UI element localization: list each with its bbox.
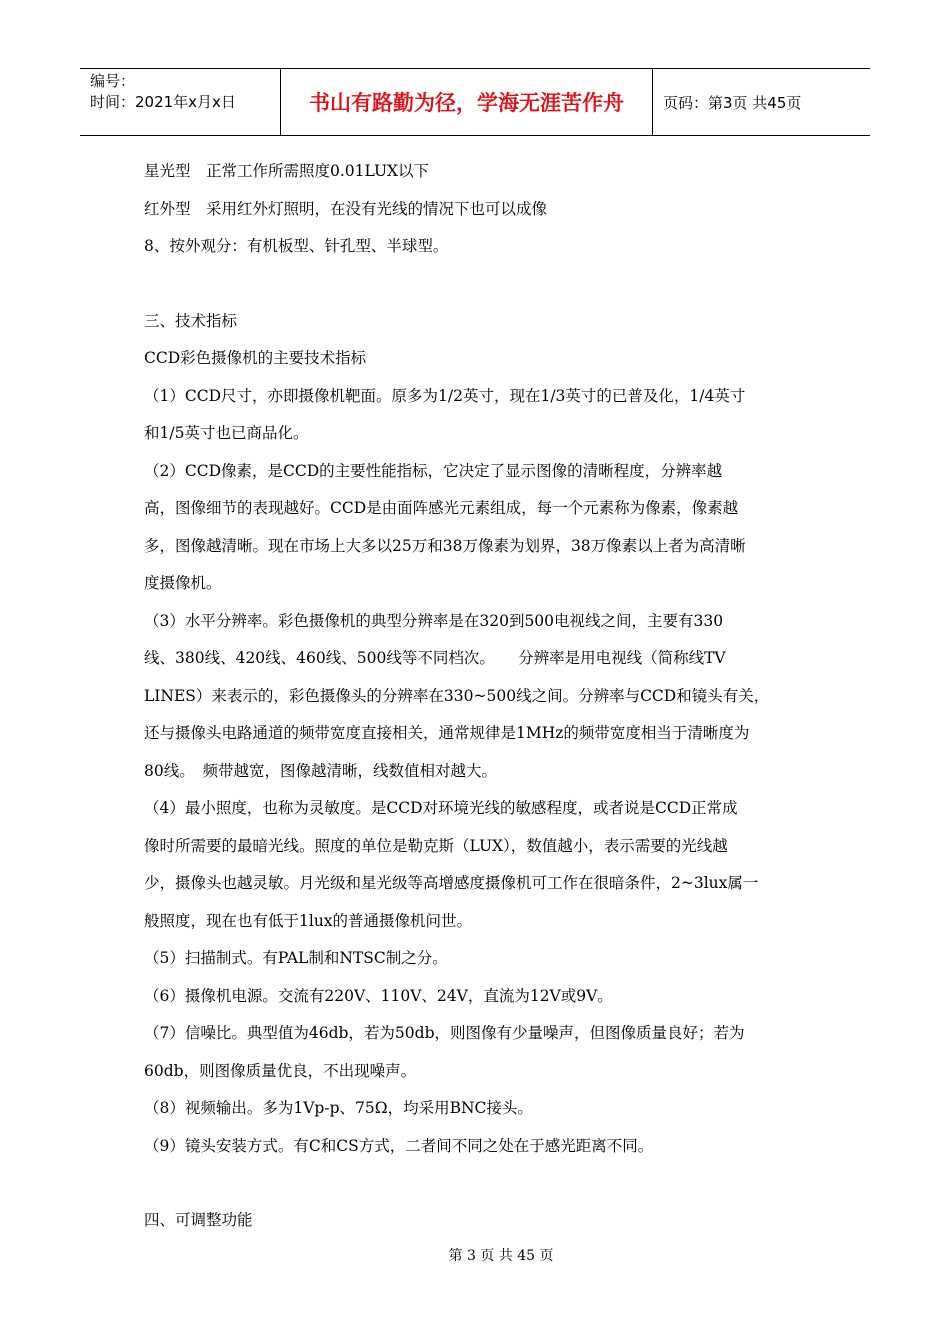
paragraph-line: 星光型 正常工作所需照度0.01LUX以下	[144, 162, 430, 180]
paragraph-line: 和1/5英寸也已商品化。	[144, 424, 309, 442]
paragraph-line: （1）CCD尺寸，亦即摄像机靶面。原多为1/2英寸，现在1/3英寸的已普及化，1/4英寸	[144, 386, 746, 405]
paragraph-line: LINES）来表示的，彩色摄像头的分辨率在330~500线之间。分辨率与CCD和镜头有关，	[144, 686, 770, 705]
paragraph-line: 三、技术指标	[144, 311, 238, 330]
paragraph-line: 80线。 频带越宽，图像越清晰，线数值相对越大。	[144, 761, 497, 780]
blank-line	[144, 266, 804, 303]
paragraph-line: （9）镜头安装方式。有C和CS方式，二者间不同之处在于感光距离不同。	[144, 1136, 654, 1155]
paragraph-line: （2）CCD像素，是CCD的主要性能指标，它决定了显示图像的清晰程度，分辨率越	[144, 461, 723, 480]
document-body	[144, 153, 804, 1240]
paragraph-line: 8、按外观分：有机板型、针孔型、半球型。	[144, 237, 449, 255]
paragraph-line: （3）水平分辨率。彩色摄像机的典型分辨率是在320到500电视线之间，主要有330	[144, 611, 724, 630]
paragraph-line: 还与摄像头电路通道的频带宽度直接相关，通常规律是1MHz的频带宽度相当于清晰度为	[144, 724, 750, 742]
paragraph-line: 像时所需要的最暗光线。照度的单位是勒克斯（LUX），数值越小，表示需要的光线越	[144, 836, 728, 855]
paragraph-line: 四、可调整功能	[144, 1211, 253, 1229]
paragraph-line: 60db，则图像质量优良，不出现噪声。	[144, 1061, 417, 1080]
blank-line	[144, 1165, 804, 1202]
page-header	[80, 68, 870, 136]
page-footer: 第 3 页 共 45 页	[448, 1248, 554, 1264]
paragraph-line: （5）扫描制式。有PAL制和NTSC制之分。	[144, 949, 448, 967]
number-label: 编号：	[90, 72, 136, 90]
header-motto: 书山有路勤为径，学海无涯苦作舟	[281, 69, 653, 135]
paragraph-line: （8）视频输出。多为1Vp-p、75Ω，均采用BNC接头。	[144, 1099, 533, 1117]
paragraph-line: 般照度，现在也有低于1lux的普通摄像机问世。	[144, 911, 473, 930]
paragraph-line: CCD彩色摄像机的主要技术指标	[144, 349, 367, 367]
paragraph-line: 多，图像越清晰。现在市场上大多以25万和38万像素为划界，38万像素以上者为高清晰	[144, 536, 746, 555]
header-page-info: 页码：第3页 共45页	[663, 93, 802, 112]
paragraph-line: 线、380线、420线、460线、500线等不同档次。 分辨率是用电视线（简称线TV	[144, 649, 726, 667]
paragraph-line: 少，摄像头也越灵敏。月光级和星光级等高增感度摄像机可工作在很暗条件，2~3lux属一	[144, 874, 759, 892]
time-label: 时间：2021年x月x日	[90, 93, 236, 111]
paragraph-line: 高，图像细节的表现越好。CCD是由面阵感光元素组成，每一个元素称为像素，像素越	[144, 499, 739, 517]
paragraph-line: 度摄像机。	[144, 574, 222, 592]
paragraph-line: （7）信噪比。典型值为46db，若为50db，则图像有少量噪声，但图像质量良好；若为	[144, 1024, 745, 1042]
paragraph-line: （6）摄像机电源。交流有220V、110V、24V，直流为12V或9V。	[144, 986, 613, 1005]
header-meta	[80, 69, 281, 135]
paragraph-line: 红外型 采用红外灯照明，在没有光线的情况下也可以成像	[144, 199, 548, 218]
paragraph-line: （4）最小照度，也称为灵敏度。是CCD对环境光线的敏感程度，或者说是CCD正常成	[144, 799, 738, 817]
